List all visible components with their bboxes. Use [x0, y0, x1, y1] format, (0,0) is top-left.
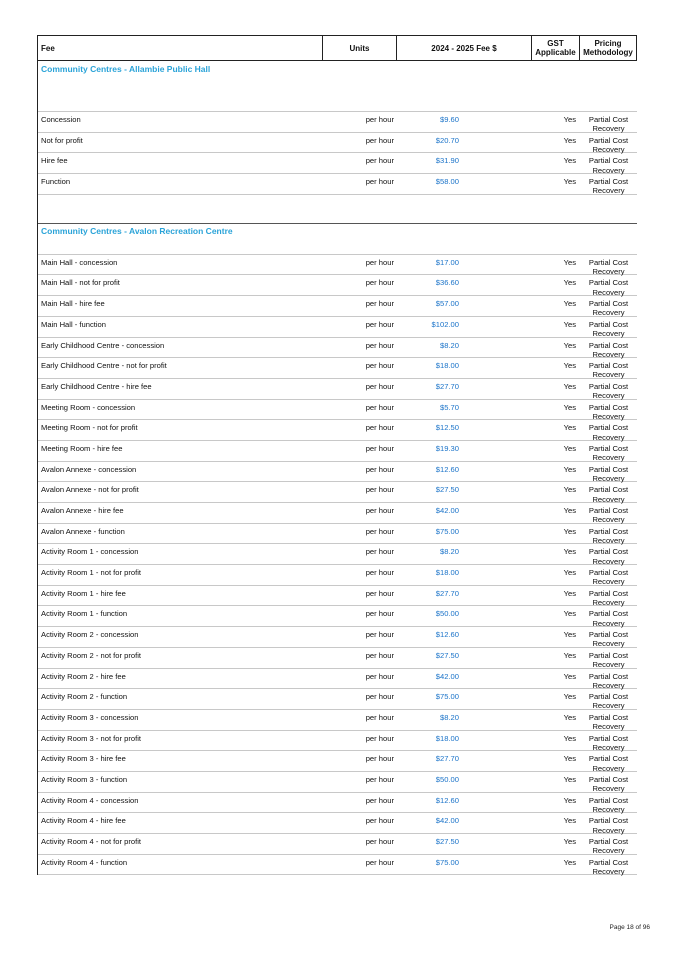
table-row: [38, 255, 637, 276]
price-cell: $12.60: [435, 795, 459, 805]
method-cell: Partial Cost Recovery: [588, 443, 629, 463]
header-gst: GST Applicable: [532, 36, 580, 60]
table-header: [37, 35, 637, 61]
method-cell: Partial Cost Recovery: [588, 506, 629, 525]
table-row: [38, 544, 637, 565]
table-row: [38, 565, 637, 586]
method-cell: Partial Cost Recovery: [588, 485, 629, 504]
table-row: [38, 813, 637, 834]
method-cell: Partial Cost Recovery: [588, 837, 629, 856]
cell-spacer: [459, 296, 532, 316]
table-row: [38, 751, 637, 772]
fee-cell: Avalon Annexe - function: [41, 526, 125, 536]
gst-cell: Yes: [563, 526, 576, 536]
table-row: [38, 731, 637, 752]
method-cell: Partial Cost Recovery: [588, 464, 629, 483]
fee-cell: Activity Room 1 - concession: [41, 547, 139, 557]
gst-cell: Yes: [563, 135, 576, 145]
table-row: [38, 482, 637, 503]
method-cell: Partial Cost Recovery: [588, 381, 629, 401]
fee-cell: Avalon Annexe - concession: [41, 464, 137, 474]
gst-cell: Yes: [563, 547, 576, 557]
fee-cell: Concession: [41, 115, 81, 124]
gst-cell: Yes: [563, 464, 576, 474]
header-method: Pricing Methodology: [583, 39, 633, 57]
table-row: [38, 317, 637, 338]
price-cell: $8.20: [439, 712, 459, 722]
method-cell: Partial Cost Recovery: [588, 299, 629, 318]
method-cell: Partial Cost Recovery: [588, 526, 629, 545]
gst-cell: Yes: [563, 115, 576, 124]
price-cell: $5.70: [439, 402, 459, 412]
gst-cell: Yes: [563, 340, 576, 350]
method-cell: Partial Cost Recovery: [588, 423, 629, 442]
units-cell: per hour: [365, 609, 394, 619]
fee-cell: Function: [41, 177, 71, 187]
cell-spacer: [459, 710, 532, 730]
price-cell: $42.00: [435, 816, 459, 826]
cell-spacer: [459, 834, 532, 854]
gst-cell: Yes: [563, 361, 576, 371]
method-cell: Partial Cost Recovery: [588, 257, 629, 277]
units-cell: per hour: [365, 443, 394, 453]
method-cell: Partial Cost Recovery: [588, 712, 629, 732]
units-cell: per hour: [365, 361, 394, 371]
units-cell: per hour: [365, 733, 394, 743]
cell-spacer: [459, 813, 532, 833]
cell-spacer: [459, 627, 532, 647]
price-cell: $27.50: [435, 650, 459, 660]
table-row: [38, 793, 637, 814]
price-cell: $75.00: [435, 857, 459, 867]
price-cell: $12.60: [435, 630, 459, 640]
method-cell: Partial Cost Recovery: [588, 650, 629, 670]
gst-cell: Yes: [563, 712, 576, 722]
gst-cell: Yes: [563, 485, 576, 495]
units-cell: per hour: [365, 299, 394, 309]
cell-spacer: [459, 174, 532, 194]
method-cell: Partial Cost Recovery: [588, 816, 629, 835]
units-cell: per hour: [365, 588, 394, 598]
table-row: [38, 627, 637, 648]
price-cell: $27.50: [435, 485, 459, 495]
units-cell: per hour: [365, 774, 394, 784]
price-cell: $42.00: [435, 671, 459, 681]
method-cell: Partial Cost Recovery: [588, 609, 629, 628]
method-cell: Partial Cost Recovery: [588, 733, 629, 752]
table-row: [38, 441, 637, 462]
table-row: [38, 296, 637, 317]
cell-spacer: [459, 482, 532, 502]
cell-spacer: [459, 153, 532, 173]
fee-cell: Activity Room 2 - not for profit: [41, 650, 142, 660]
fee-cell: Early Childhood Centre - hire fee: [41, 381, 152, 391]
units-cell: per hour: [365, 692, 394, 702]
price-cell: $58.00: [435, 177, 459, 187]
cell-spacer: [459, 317, 532, 337]
fee-cell: Avalon Annexe - not for profit: [41, 485, 139, 495]
method-cell: Partial Cost Recovery: [588, 340, 629, 359]
fee-cell: Main Hall - hire fee: [41, 299, 105, 309]
gst-cell: Yes: [563, 506, 576, 515]
price-cell: $8.20: [439, 547, 459, 557]
fee-cell: Meeting Room - not for profit: [41, 423, 138, 433]
table-row: [38, 338, 637, 359]
units-cell: per hour: [365, 340, 394, 350]
price-cell: $75.00: [435, 692, 459, 702]
table-row: [38, 275, 637, 296]
method-cell: Partial Cost Recovery: [588, 361, 629, 380]
gst-cell: Yes: [563, 423, 576, 433]
fee-cell: Early Childhood Centre - concession: [41, 340, 165, 350]
gst-cell: Yes: [563, 443, 576, 453]
units-cell: per hour: [365, 630, 394, 640]
method-cell: Partial Cost Recovery: [588, 754, 629, 773]
fee-cell: Activity Room 2 - hire fee: [41, 671, 126, 681]
price-cell: $27.70: [435, 588, 459, 598]
header-units: Units: [323, 36, 397, 60]
method-cell: Partial Cost Recovery: [588, 547, 629, 566]
price-cell: $75.00: [435, 526, 459, 536]
cell-spacer: [459, 793, 532, 813]
fee-cell: Activity Room 4 - function: [41, 857, 128, 867]
cell-spacer: [459, 855, 532, 875]
gst-cell: Yes: [563, 816, 576, 826]
price-cell: $42.00: [435, 506, 459, 515]
fee-cell: Activity Room 4 - concession: [41, 795, 139, 805]
cell-spacer: [459, 112, 532, 132]
page-number: Page 18 of 96: [609, 924, 650, 931]
table-body: [37, 61, 637, 875]
units-cell: per hour: [365, 278, 394, 288]
gst-cell: Yes: [563, 650, 576, 660]
units-cell: per hour: [365, 506, 394, 515]
gst-cell: Yes: [563, 733, 576, 743]
units-cell: per hour: [365, 402, 394, 412]
table-row: [38, 648, 637, 669]
units-cell: per hour: [365, 671, 394, 681]
fee-cell: Main Hall - not for profit: [41, 278, 120, 288]
units-cell: per hour: [365, 650, 394, 660]
method-cell: Partial Cost Recovery: [588, 671, 629, 690]
units-cell: per hour: [365, 526, 394, 536]
gst-cell: Yes: [563, 774, 576, 784]
units-cell: per hour: [365, 135, 394, 145]
table-row: [38, 689, 637, 710]
cell-spacer: [459, 648, 532, 668]
header-price: 2024 - 2025 Fee $: [397, 36, 532, 60]
method-cell: Partial Cost Recovery: [588, 630, 629, 649]
fee-cell: Meeting Room - hire fee: [41, 443, 123, 453]
gst-cell: Yes: [563, 402, 576, 412]
method-cell: Partial Cost Recovery: [588, 115, 629, 134]
price-cell: $27.70: [435, 381, 459, 391]
table-row: [38, 420, 637, 441]
method-cell: Partial Cost Recovery: [588, 795, 629, 814]
method-cell: Partial Cost Recovery: [588, 568, 629, 587]
gst-cell: Yes: [563, 381, 576, 391]
table-row: [38, 358, 637, 379]
units-cell: per hour: [365, 816, 394, 826]
cell-spacer: [459, 669, 532, 689]
fee-cell: Main Hall - concession: [41, 257, 118, 267]
fee-cell: Activity Room 1 - not for profit: [41, 568, 142, 578]
price-cell: $12.50: [435, 423, 459, 433]
units-cell: per hour: [365, 464, 394, 474]
table-row: [38, 855, 637, 876]
price-cell: $50.00: [435, 609, 459, 619]
table-row: [38, 379, 637, 400]
units-cell: per hour: [365, 115, 394, 124]
price-cell: $9.60: [439, 115, 459, 124]
table-row: [38, 133, 637, 154]
price-cell: $18.00: [435, 361, 459, 371]
cell-spacer: [459, 400, 532, 420]
gst-cell: Yes: [563, 257, 576, 267]
units-cell: per hour: [365, 712, 394, 722]
cell-spacer: [459, 420, 532, 440]
table-row: [38, 503, 637, 524]
section-title: Community Centres - Allambie Public Hall: [41, 64, 211, 74]
gst-cell: Yes: [563, 278, 576, 288]
price-cell: $36.60: [435, 278, 459, 288]
fee-cell: Activity Room 2 - concession: [41, 630, 139, 640]
fee-cell: Activity Room 3 - concession: [41, 712, 139, 722]
method-cell: Partial Cost Recovery: [588, 135, 629, 154]
price-cell: $12.60: [435, 464, 459, 474]
table-row: [38, 400, 637, 421]
fee-cell: Hire fee: [41, 156, 68, 166]
cell-spacer: [459, 503, 532, 523]
gst-cell: Yes: [563, 319, 576, 329]
fee-cell: Activity Room 2 - function: [41, 692, 128, 702]
units-cell: per hour: [365, 754, 394, 764]
gst-cell: Yes: [563, 177, 576, 187]
gst-cell: Yes: [563, 588, 576, 598]
cell-spacer: [459, 379, 532, 399]
fee-cell: Activity Room 4 - not for profit: [41, 837, 142, 846]
cell-spacer: [459, 751, 532, 771]
method-cell: Partial Cost Recovery: [588, 588, 629, 608]
price-cell: $17.00: [435, 257, 459, 267]
table-row: [38, 710, 637, 731]
price-cell: $20.70: [435, 135, 459, 145]
price-cell: $57.00: [435, 299, 459, 309]
fee-cell: Meeting Room - concession: [41, 402, 136, 412]
fee-cell: Activity Room 3 - hire fee: [41, 754, 126, 764]
section-title: Community Centres - Avalon Recreation Centre: [41, 225, 233, 236]
header-fee: Fee: [38, 36, 323, 60]
gst-cell: Yes: [563, 299, 576, 309]
fee-cell: Activity Room 4 - hire fee: [41, 816, 126, 826]
table-row: [38, 462, 637, 483]
price-cell: $18.00: [435, 568, 459, 578]
fee-cell: Activity Room 1 - function: [41, 609, 128, 619]
gst-cell: Yes: [563, 630, 576, 640]
fee-cell: Not for profit: [41, 135, 83, 145]
gst-cell: Yes: [563, 568, 576, 578]
fee-table: [37, 35, 637, 875]
units-cell: per hour: [365, 423, 394, 433]
gst-cell: Yes: [563, 671, 576, 681]
fee-cell: Main Hall - function: [41, 319, 106, 329]
gst-cell: Yes: [563, 857, 576, 867]
cell-spacer: [459, 544, 532, 564]
fee-cell: Activity Room 1 - hire fee: [41, 588, 126, 598]
price-cell: $50.00: [435, 774, 459, 784]
cell-spacer: [459, 338, 532, 358]
price-cell: $8.20: [439, 340, 459, 350]
units-cell: per hour: [365, 837, 394, 846]
cell-spacer: [459, 255, 532, 275]
gst-cell: Yes: [563, 754, 576, 764]
gst-cell: Yes: [563, 609, 576, 619]
units-cell: per hour: [365, 795, 394, 805]
price-cell: $18.00: [435, 733, 459, 743]
units-cell: per hour: [365, 485, 394, 495]
gst-cell: Yes: [563, 795, 576, 805]
price-cell: $31.90: [435, 156, 459, 166]
units-cell: per hour: [365, 381, 394, 391]
units-cell: per hour: [365, 177, 394, 187]
cell-spacer: [459, 441, 532, 461]
table-row: [38, 112, 637, 133]
cell-spacer: [459, 462, 532, 482]
table-row: [38, 606, 637, 627]
gst-cell: Yes: [563, 156, 576, 166]
cell-spacer: [459, 606, 532, 626]
table-row: [38, 586, 637, 607]
method-cell: Partial Cost Recovery: [588, 774, 629, 794]
price-cell: $27.50: [435, 837, 459, 846]
units-cell: per hour: [365, 319, 394, 329]
cell-spacer: [459, 586, 532, 606]
cell-spacer: [459, 731, 532, 751]
table-row: [38, 669, 637, 690]
fee-cell: Activity Room 3 - function: [41, 774, 128, 784]
fee-cell: Avalon Annexe - hire fee: [41, 506, 124, 515]
method-cell: Partial Cost Recovery: [588, 857, 629, 876]
units-cell: per hour: [365, 156, 394, 166]
method-cell: Partial Cost Recovery: [588, 156, 629, 175]
cell-spacer: [459, 358, 532, 378]
table-row: [38, 834, 637, 855]
table-row: [38, 174, 637, 195]
gst-cell: Yes: [563, 837, 576, 846]
cell-spacer: [459, 689, 532, 709]
table-row: [38, 153, 637, 174]
cell-spacer: [459, 772, 532, 792]
price-cell: $102.00: [431, 319, 459, 329]
method-cell: Partial Cost Recovery: [588, 402, 629, 421]
units-cell: per hour: [365, 568, 394, 578]
cell-spacer: [459, 524, 532, 544]
table-row: [38, 772, 637, 793]
price-cell: $27.70: [435, 754, 459, 764]
units-cell: per hour: [365, 857, 394, 867]
cell-spacer: [459, 275, 532, 295]
method-cell: Partial Cost Recovery: [588, 319, 629, 339]
table-row: [38, 524, 637, 545]
method-cell: Partial Cost Recovery: [588, 177, 629, 196]
method-cell: Partial Cost Recovery: [588, 692, 629, 711]
method-cell: Partial Cost Recovery: [588, 278, 629, 297]
units-cell: per hour: [365, 547, 394, 557]
fee-cell: Activity Room 3 - not for profit: [41, 733, 142, 743]
cell-spacer: [459, 565, 532, 585]
cell-spacer: [459, 133, 532, 153]
fee-cell: Early Childhood Centre - not for profit: [41, 361, 167, 371]
gst-cell: Yes: [563, 692, 576, 702]
units-cell: per hour: [365, 257, 394, 267]
price-cell: $19.30: [435, 443, 459, 453]
